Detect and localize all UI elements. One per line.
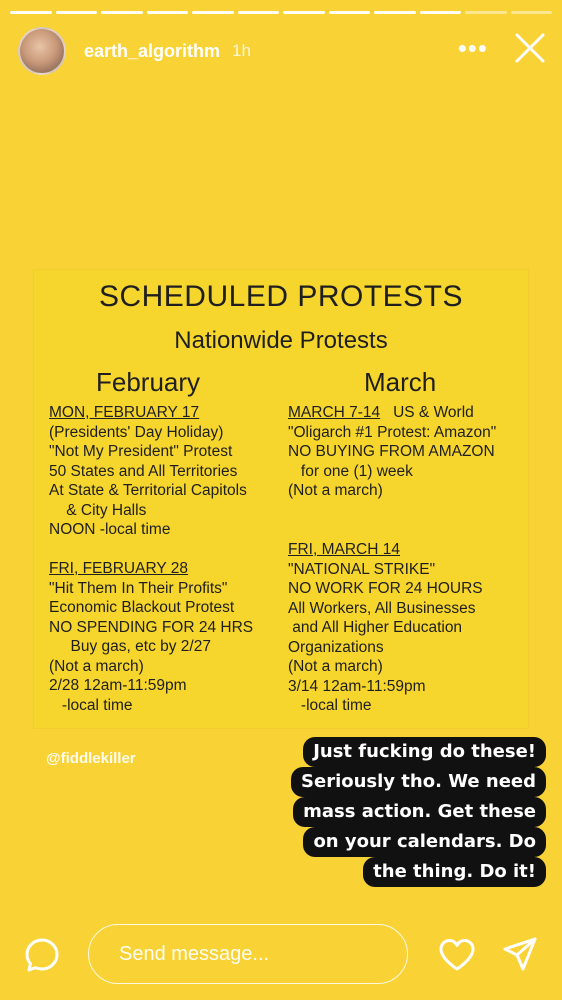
- username[interactable]: earth_algorithm: [84, 40, 221, 61]
- close-icon[interactable]: [512, 30, 548, 66]
- mention-credit[interactable]: @fiddlekiller: [46, 750, 136, 767]
- event-heading: MON, FEBRUARY 17: [49, 404, 200, 421]
- progress-segment: [374, 11, 416, 14]
- event-heading: FRI, FEBRUARY 28: [49, 560, 188, 577]
- poster-subtitle: Nationwide Protests: [174, 327, 388, 354]
- protest-poster-image: [34, 270, 528, 728]
- story-progress-bar: [10, 11, 552, 14]
- event-heading-tail: US & World: [380, 404, 474, 421]
- progress-segment: [329, 11, 371, 14]
- progress-segment: [192, 11, 234, 14]
- send-message-input[interactable]: [88, 924, 408, 984]
- event-feb-17: [49, 403, 247, 540]
- progress-segment: [10, 11, 52, 14]
- event-details: "Oligarch #1 Protest: Amazon" NO BUYING FROM AMAZON for one (1) week (Not a march): [288, 423, 497, 499]
- event-heading: MARCH 7-14: [288, 404, 381, 421]
- chat-bubble-icon[interactable]: [24, 937, 60, 973]
- progress-segment: [147, 11, 189, 14]
- story-footer: [0, 924, 562, 984]
- avatar[interactable]: [18, 27, 66, 75]
- column-heading-march: March: [364, 367, 437, 397]
- event-heading: FRI, MARCH 14: [288, 541, 400, 558]
- text-sticker: [246, 737, 546, 887]
- poster-title: SCHEDULED PROTESTS: [98, 280, 464, 313]
- event-details: "NATIONAL STRIKE" NO WORK FOR 24 HOURS All Workers, All Businesses and All Higher Education Organizations (Not a march) 3/14 12am-11:59pm -local time: [288, 560, 483, 714]
- sticker-line: mass action. Get these: [293, 797, 546, 827]
- send-icon[interactable]: [502, 936, 538, 972]
- more-dots-icon[interactable]: •••: [457, 33, 488, 63]
- event-feb-28: [49, 559, 253, 715]
- sticker-line: Seriously tho. We need: [291, 767, 546, 797]
- progress-segment: [511, 11, 553, 14]
- event-details: "Hit Them In Their Profits" Economic Blackout Protest NO SPENDING FOR 24 HRS Buy gas, etc by 2/27 (Not a march) 2/28 12am-11:59pm -local time: [49, 579, 254, 714]
- progress-segment: [283, 11, 325, 14]
- event-mar-7-14: [288, 403, 496, 501]
- event-details: (Presidents' Day Holiday) "Not My President" Protest 50 States and All Territories At State & Territorial Capitols & City Halls NOON -local time: [49, 423, 247, 538]
- post-time: 1h: [232, 41, 251, 60]
- progress-segment: [101, 11, 143, 14]
- sticker-line: Just fucking do these!: [303, 737, 546, 767]
- story-header: [18, 26, 548, 76]
- event-mar-14: [288, 540, 483, 716]
- progress-segment: [420, 11, 462, 14]
- progress-segment: [56, 11, 98, 14]
- sticker-line: on your calendars. Do: [303, 827, 546, 857]
- heart-icon[interactable]: [438, 938, 476, 972]
- progress-segment: [238, 11, 280, 14]
- column-heading-february: February: [96, 367, 201, 397]
- sticker-line: the thing. Do it!: [363, 857, 546, 887]
- progress-segment: [465, 11, 507, 14]
